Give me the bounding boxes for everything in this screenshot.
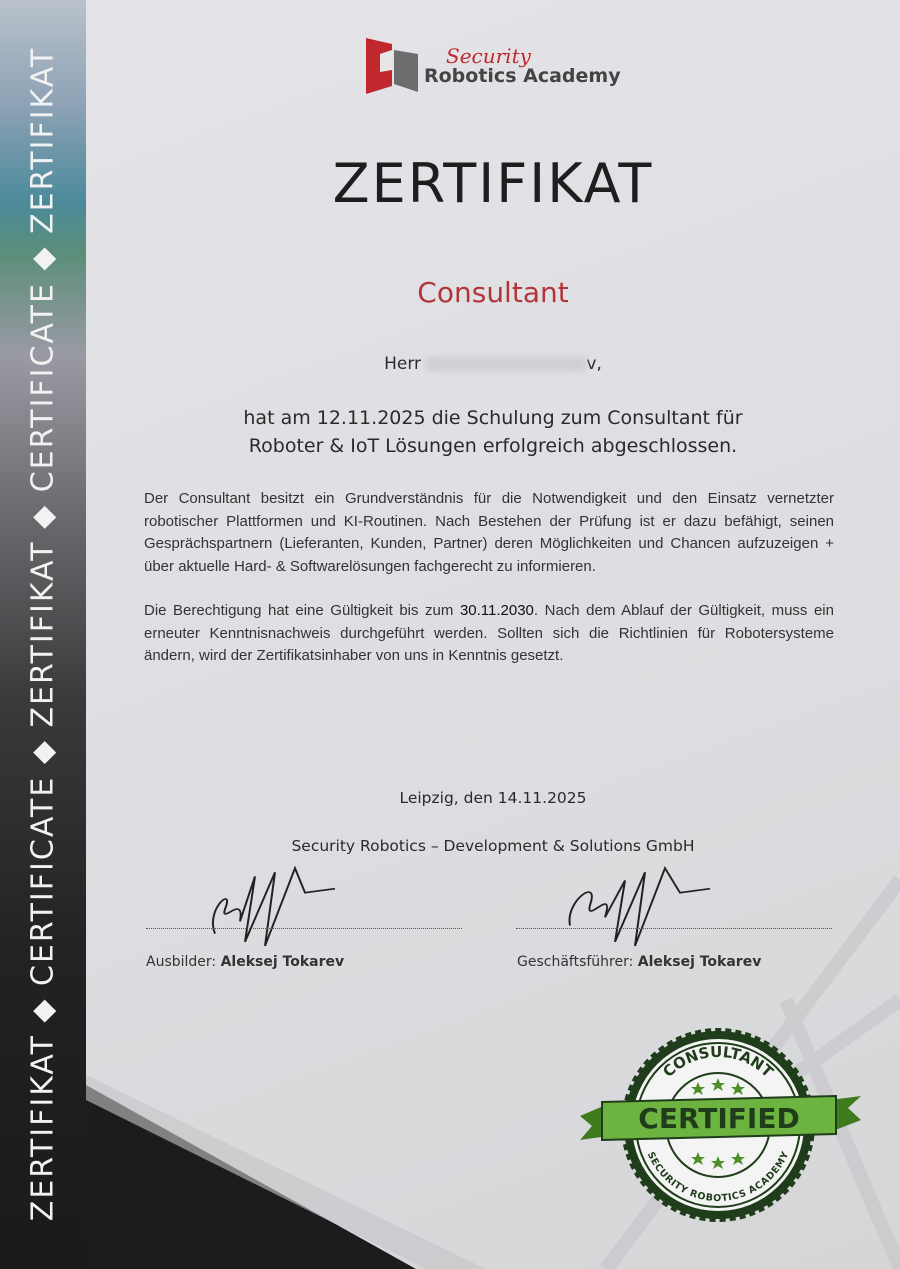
logo-line2: Robotics Academy: [424, 65, 621, 87]
statement-line2: Roboter & IoT Lösungen erfolgreich abgeschlossen.: [248, 435, 738, 457]
completion-statement: [86, 404, 900, 460]
body-text: [144, 488, 834, 668]
signature-trainer: [195, 860, 345, 950]
recipient: [86, 354, 900, 374]
signature-line-director: [516, 928, 832, 929]
academy-logo: [362, 36, 621, 96]
certificate-role: Consultant: [417, 276, 569, 309]
statement-line1: hat am 12.11.2025 die Schulung zum Consultant für: [243, 407, 743, 429]
logo-line1: Security: [446, 44, 531, 68]
description-paragraph: Der Consultant besitzt ein Grundverständnis für die Notwendigkeit und den Einsatz vernetzter robotischer Plattformen und KI-Routinen. Nach Bestehen der Prüfung ist er dazu befähigt, seinen Gesprächspartnern (Lieferanten, Kunden, Partner) deren Möglichkeiten und Chancen aufzuzeigen + über aktuelle Hard- & Softwarelösungen fachgerecht zu informieren.: [144, 490, 834, 575]
seal-bottom-text: SECURITY ROBOTICS ACADEMY: [644, 1150, 792, 1205]
signature-line-trainer: [146, 928, 462, 929]
validity-paragraph: [144, 600, 834, 668]
director-label: [517, 954, 761, 970]
seal-top-text: CONSULTANT: [659, 1042, 777, 1081]
validity-text-rest: . Nach dem Ablauf der Gültigkeit, muss ein erneuter Kenntnisnachweis durchgeführt werden. Sollten sich die Richtlinien für Robotersysteme ändern, wird der Zertifikatsinhaber von uns in Kenntnis gesetzt.: [144, 602, 834, 664]
salutation: Herr: [384, 354, 422, 374]
logo-icon: [362, 36, 418, 96]
side-band-text: ZERTIFIKAT ◆ CERTIFICATE ◆ ZERTIFIKAT ◆ CERTIFICATE ◆ ZERTIFIKAT: [25, 46, 61, 1222]
signature-director: [560, 860, 720, 950]
side-band: [0, 0, 86, 1269]
trainer-role: Ausbilder:: [146, 954, 217, 970]
director-role: Geschäftsführer:: [517, 954, 634, 970]
trainer-label: [146, 954, 344, 970]
page-title: ZERTIFIKAT: [332, 152, 654, 215]
validity-text: Die Berechtigung hat eine Gültigkeit bis zum: [144, 602, 460, 619]
certified-seal: [578, 1020, 863, 1230]
seal-ribbon-text: CERTIFIED: [638, 1102, 800, 1135]
valid-until-date: 30.11.2030: [459, 602, 534, 619]
director-name: Aleksej Tokarev: [637, 954, 762, 970]
trainer-name: Aleksej Tokarev: [220, 954, 345, 970]
company-name: Security Robotics – Development & Solutions GmbH: [291, 837, 695, 855]
redacted-name: [426, 357, 586, 371]
place-date: Leipzig, den 14.11.2025: [399, 789, 587, 807]
name-suffix: v,: [586, 354, 602, 374]
